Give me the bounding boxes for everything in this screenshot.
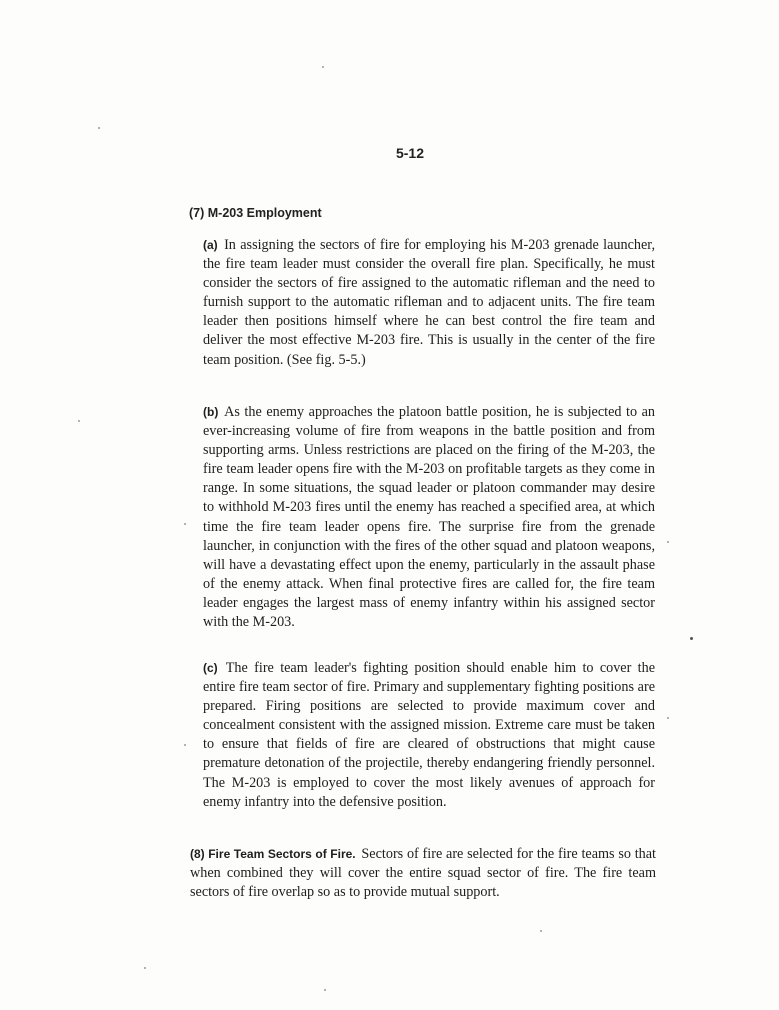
paragraph-text: In assigning the sectors of fire for employing his M-203 grenade launcher, the fire team leader must consider the overall fire plan. Specifically, he must consider the sectors of fire assigned to the automatic rifleman and the need to furnish support to the automatic rifleman and to adjacent units. The fire team leader then positions himself where he can best control the fire team and deliver the most effective M-203 fire. This is usually in the center of the fire team position. (See fig. 5-5.) xyxy=(203,237,656,368)
scan-speck xyxy=(78,420,80,422)
paragraph-label: (c) xyxy=(203,661,218,675)
paragraph-text: Sectors of fire are selected for the fire teams so that when combined they will cover the entire squad sector of fire. The fire team sectors of fire overlap so as to provide mutual support. xyxy=(190,846,656,901)
scan-speck xyxy=(322,66,324,68)
paragraph-text: The fire team leader's fighting position should enable him to cover the entire fire team sector of fire. Primary and supplementary fighting positions are prepared. Firing positions are selected to provide maximum cover and concealment consistent with the assigned mission. Extreme care must be taken to ensure that fields of fire are cleared of obstructions that might cause premature detonation of the projectile, thereby endangering friendly personnel. The M-203 is employed to cover the most likely avenues of approach for enemy infantry into the defensive position. xyxy=(203,660,655,810)
scan-speck xyxy=(98,127,100,129)
paragraph-c xyxy=(203,659,655,812)
section-heading: (7) M-203 Employment xyxy=(189,206,322,220)
scan-speck xyxy=(690,637,693,640)
scan-speck xyxy=(184,523,186,525)
paragraph-a xyxy=(203,236,655,370)
scan-speck xyxy=(184,744,186,746)
scan-speck xyxy=(144,967,146,969)
subsection-label: (8) Fire Team Sectors of Fire. xyxy=(190,847,356,861)
scan-speck xyxy=(324,989,326,991)
paragraph-label: (b) xyxy=(203,405,219,419)
scan-speck xyxy=(667,541,669,543)
paragraph-text: As the enemy approaches the platoon battle position, he is subjected to an ever-increasing volume of fire from weapons in the battle position and from supporting arms. Unless restrictions are placed on the firing of the M-203, the fire team leader opens fire with the M-203 on profitable targets as they come in range. In some situations, the squad leader or platoon commander may desire to withhold M-203 fires until the enemy has reached a specified area, at which time the fire team leader opens fire. The surprise fire from the grenade launcher, in conjunction with the fires of the other squad and platoon weapons, will have a devastating effect upon the enemy, particularly in the assault phase of the enemy attack. When final protective fires are called for, the fire team leader engages the largest mass of enemy infantry within his assigned sector with the M-203. xyxy=(203,404,655,631)
scan-speck xyxy=(667,717,669,719)
paragraph-label: (a) xyxy=(203,238,218,252)
scan-speck xyxy=(540,930,542,932)
page-number: 5-12 xyxy=(395,145,425,161)
paragraph-8 xyxy=(190,845,656,902)
paragraph-b xyxy=(203,403,655,632)
